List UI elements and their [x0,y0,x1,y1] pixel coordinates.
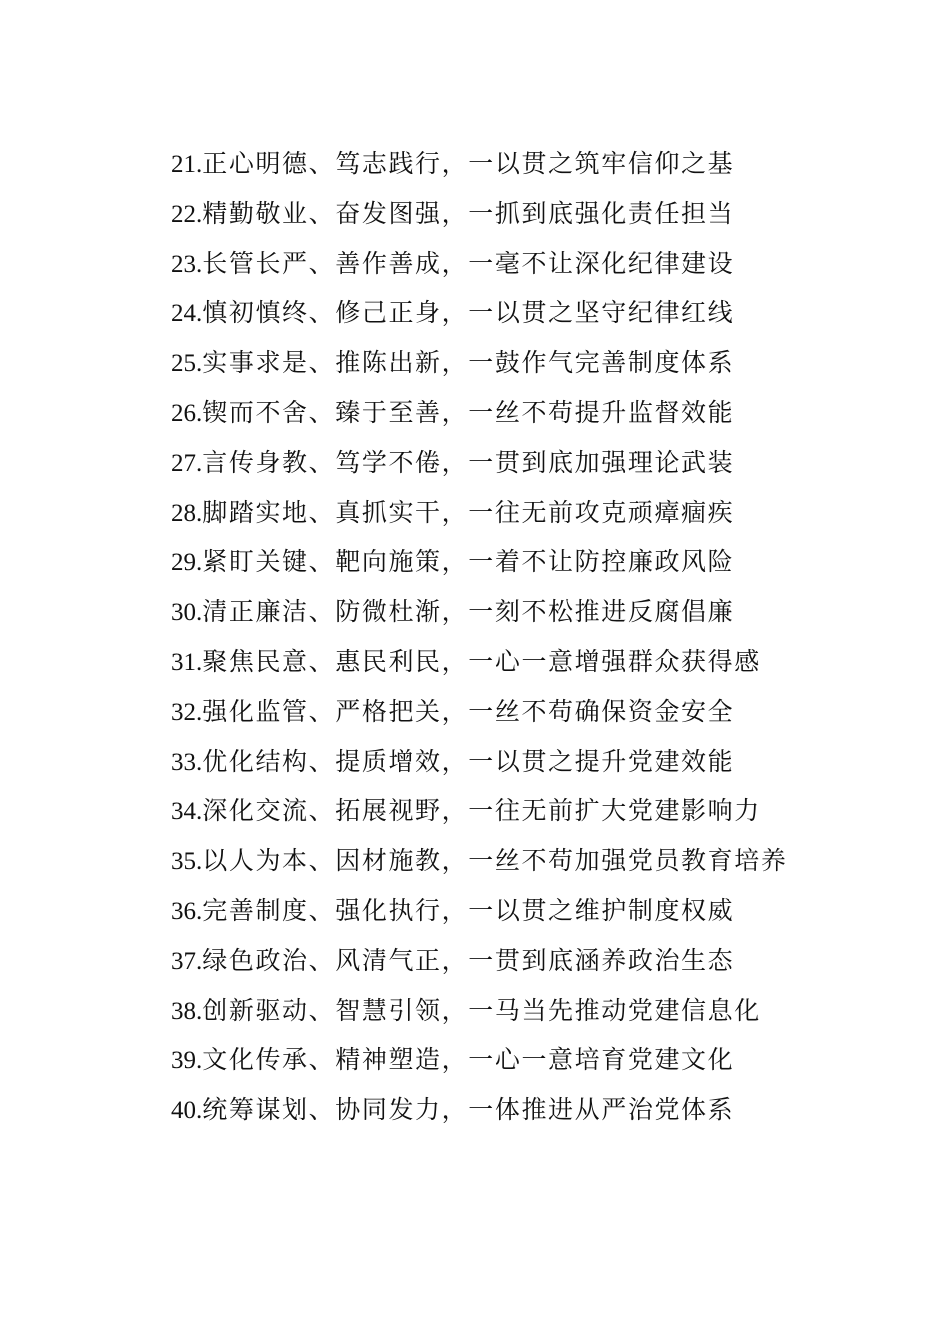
list-item [171,839,787,889]
item-number: 33. [171,748,203,776]
list-item [171,391,787,441]
list-item [171,740,787,790]
item-number: 38. [171,997,203,1025]
item-text: 绿色政治、风清气正，一贯到底涵养政治生态 [202,945,735,975]
item-text: 深化交流、拓展视野，一往无前扩大党建影响力 [202,796,761,826]
item-number: 36. [171,897,203,925]
list-item [171,142,787,192]
list-item [171,242,787,292]
list-item [171,939,787,989]
item-number: 25. [171,350,203,378]
item-number: 22. [171,200,203,228]
item-text: 实事求是、推陈出新，一鼓作气完善制度体系 [202,348,735,378]
list-item [171,1038,787,1088]
item-number: 30. [171,599,203,627]
item-text: 以人为本、因材施教，一丝不苟加强党员教育培养 [202,846,788,876]
list-item [171,989,787,1039]
item-number: 28. [171,499,203,527]
item-text: 脚踏实地、真抓实干，一往无前攻克顽瘴痼疾 [202,497,735,527]
list-item [171,789,787,839]
item-number: 23. [171,250,203,278]
item-text: 长管长严、善作善成，一毫不让深化纪律建设 [202,248,735,278]
item-text: 完善制度、强化执行，一以贯之维护制度权威 [202,895,735,925]
list-item [171,192,787,242]
item-text: 文化传承、精神塑造，一心一意培育党建文化 [202,1045,735,1075]
list-item [171,441,787,491]
item-number: 21. [171,151,203,178]
list-item [171,491,787,541]
list-item [171,690,787,740]
item-text: 锲而不舍、臻于至善，一丝不苟提升监督效能 [202,397,735,427]
list-item [171,540,787,590]
item-text: 优化结构、提质增效，一以贯之提升党建效能 [202,746,735,776]
item-text: 清正廉洁、防微杜渐，一刻不松推进反腐倡廉 [202,597,735,627]
item-text: 紧盯关键、靶向施策，一着不让防控廉政风险 [202,547,735,577]
list-item [171,889,787,939]
item-number: 34. [171,798,203,826]
list-item [171,341,787,391]
item-text: 统筹谋划、协同发力，一体推进从严治党体系 [202,1095,735,1125]
item-number: 29. [171,549,203,577]
item-number: 27. [171,449,203,477]
item-number: 24. [171,300,203,328]
item-text: 聚焦民意、惠民利民，一心一意增强群众获得感 [202,646,761,676]
item-number: 32. [171,698,203,726]
item-text: 创新驱动、智慧引领，一马当先推动党建信息化 [202,995,761,1025]
list-item [171,291,787,341]
item-number: 31. [171,648,203,676]
item-text: 言传身教、笃学不倦，一贯到底加强理论武装 [202,447,735,477]
numbered-list [171,142,787,1138]
item-number: 26. [171,399,203,427]
item-text: 强化监管、严格把关，一丝不苟确保资金安全 [202,696,735,726]
list-item [171,1088,787,1138]
list-item [171,640,787,690]
item-number: 35. [171,848,203,876]
item-text: 精勤敬业、奋发图强，一抓到底强化责任担当 [202,198,735,228]
item-text: 慎初慎终、修己正身，一以贯之坚守纪律红线 [202,298,735,328]
item-number: 40. [171,1097,203,1125]
item-number: 37. [171,947,203,975]
list-item [171,590,787,640]
item-number: 39. [171,1047,203,1075]
item-text: 正心明德、笃志践行，一以贯之筑牢信仰之基 [202,149,735,178]
